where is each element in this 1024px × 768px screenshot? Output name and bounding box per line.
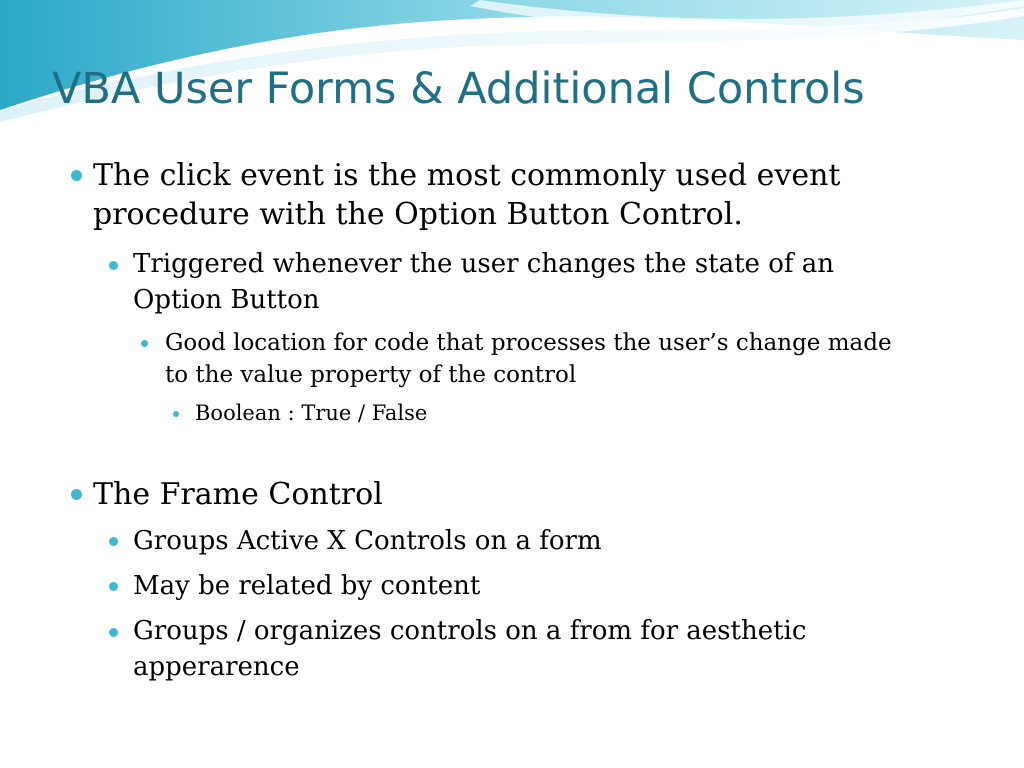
bullet-marker (109, 582, 118, 591)
bullet-item-level-3 (165, 327, 892, 391)
bullet-item-level-1 (93, 156, 840, 234)
bullet-line: apperarence (133, 652, 300, 682)
bullet-line: The click event is the most commonly used event (93, 158, 841, 193)
slide-title: VBA User Forms & Additional Controls (52, 64, 865, 114)
bullet-line: Groups / organizes controls on a from for aesthetic (133, 616, 807, 646)
bullet-item-level-2 (133, 523, 602, 559)
bullet-item-level-4 (195, 398, 427, 428)
bullet-line: to the value property of the control (165, 362, 577, 388)
bullet-marker (109, 261, 118, 270)
bullet-line: Boolean : True / False (195, 401, 428, 425)
bullet-line: Option Button (133, 285, 320, 315)
bullet-line: procedure with the Option Button Control. (93, 197, 743, 232)
bullet-marker (109, 628, 118, 637)
bullet-item-level-2 (133, 246, 834, 318)
bullet-line: May be related by content (133, 571, 481, 601)
bullet-marker (173, 411, 179, 417)
bullet-line: Triggered whenever the user changes the state of an (133, 249, 834, 279)
bullet-line: The Frame Control (93, 477, 383, 512)
bullet-line: Good location for code that processes the user’s change made (165, 330, 892, 356)
bullet-item-level-2 (133, 613, 806, 685)
bullet-marker (71, 170, 82, 181)
bullet-line: Groups Active X Controls on a form (133, 526, 602, 556)
bullet-marker (109, 537, 118, 546)
bullet-marker (71, 489, 82, 500)
bullet-item-level-2 (133, 568, 480, 604)
bullet-marker (141, 340, 148, 347)
bullet-item-level-1 (93, 475, 383, 514)
